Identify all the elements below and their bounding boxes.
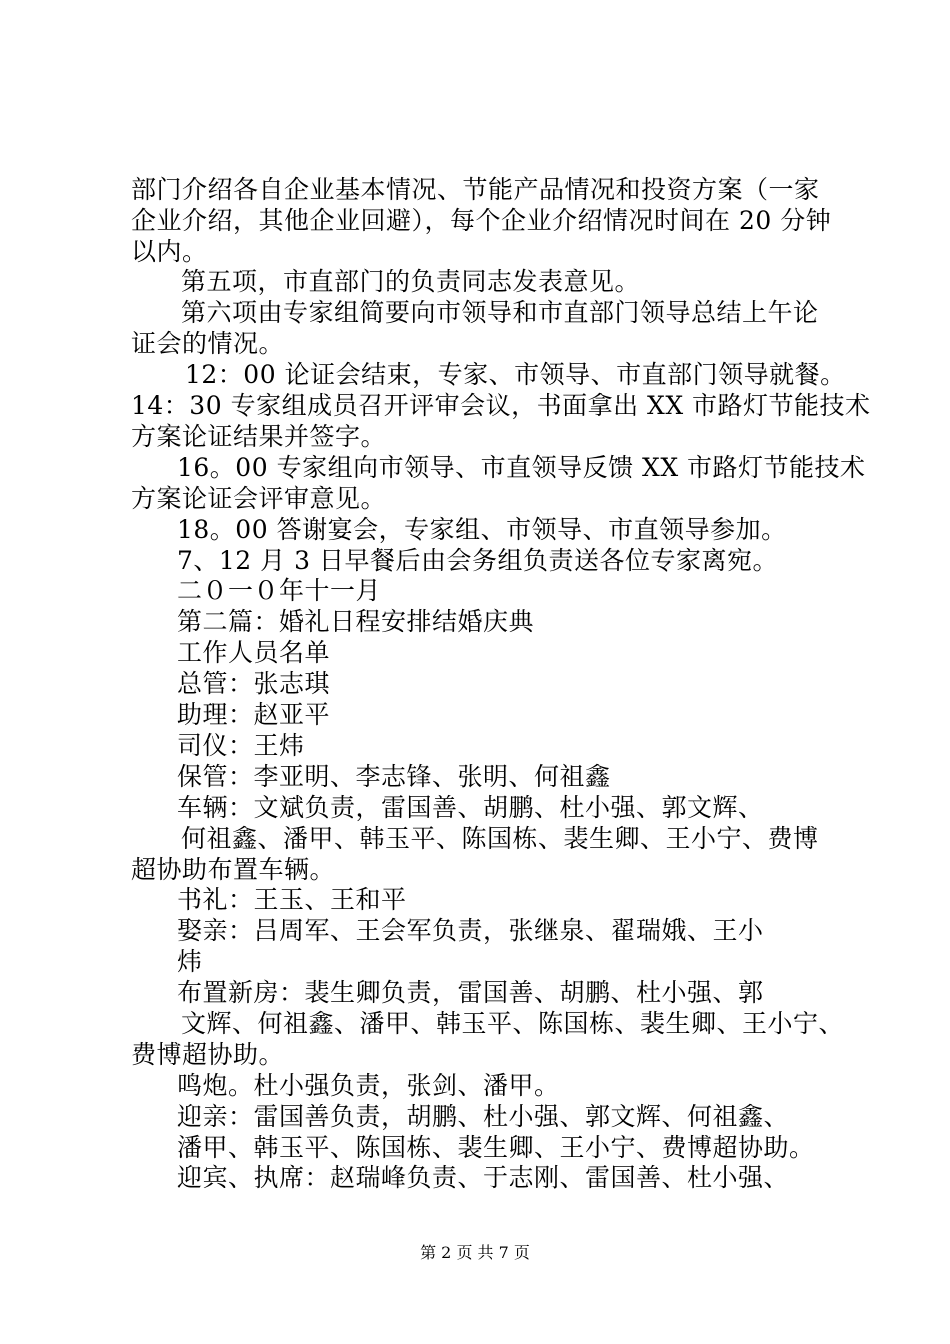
body-line: 证会的情况。 [131,329,285,358]
body-line: 二０一０年十一月 [177,576,382,605]
body-line: 12：00 论证会结束，专家、市领导、市直部门领导就餐。 [185,360,846,389]
body-line: 迎亲：雷国善负责，胡鹏、杜小强、郭文辉、何祖鑫、 [177,1102,790,1131]
body-line: 迎宾、执席：赵瑞峰负责、于志刚、雷国善、杜小强、 [177,1163,790,1192]
body-line: 方案论证结果并签字。 [131,422,387,451]
page-number-footer: 第 2 页 共 7 页 [420,1243,530,1262]
body-line: 14：30 专家组成员召开评审会议，书面拿出 XX 市路灯节能技术 [131,391,871,420]
body-line: 保管：李亚明、李志锋、张明、何祖鑫 [177,762,611,791]
body-line: 费博超协助。 [131,1040,285,1069]
body-line: 总管：张志琪 [177,669,331,698]
body-line: 炜 [177,947,203,976]
body-line: 16。00 专家组向市领导、市直领导反馈 XX 市路灯节能技术 [177,453,866,482]
body-line: 第五项，市直部门的负责同志发表意见。 [181,267,641,296]
body-line: 7、12 月 3 日早餐后由会务组负责送各位专家离宛。 [177,546,778,575]
body-line: 鸣炮。杜小强负责，张剑、潘甲。 [177,1071,560,1100]
body-line: 工作人员名单 [177,638,331,667]
body-line: 第六项由专家组简要向市领导和市直部门领导总结上午论 [181,298,819,327]
body-line: 书礼：王玉、王和平 [177,885,407,914]
body-line: 车辆：文斌负责，雷国善、胡鹏、杜小强、郭文辉、 [177,793,764,822]
body-line: 超协助布置车辆。 [131,855,336,884]
body-line: 助理：赵亚平 [177,700,331,729]
body-line: 企业介绍，其他企业回避），每个企业介绍情况时间在 20 分钟 [131,206,832,235]
body-line: 方案论证会评审意见。 [131,484,387,513]
body-line: 何祖鑫、潘甲、韩玉平、陈国栋、裴生卿、王小宁、费博 [181,824,819,853]
section-heading: 第二篇：婚礼日程安排结婚庆典 [177,607,535,636]
body-line: 18。00 答谢宴会，专家组、市领导、市直领导参加。 [177,515,787,544]
body-line: 潘甲、韩玉平、陈国栋、裴生卿、王小宁、费博超协助。 [177,1133,815,1162]
body-line: 娶亲：吕周军、王会军负责，张继泉、翟瑞娥、王小 [177,916,764,945]
body-line: 部门介绍各自企业基本情况、节能产品情况和投资方案（一家 [131,175,820,204]
body-line: 司仪：王炜 [177,731,305,760]
body-line: 以内。 [131,237,208,266]
body-line: 布置新房：裴生卿负责，雷国善、胡鹏、杜小强、郭 [177,978,764,1007]
body-line: 文辉、何祖鑫、潘甲、韩玉平、陈国栋、裴生卿、王小宁、 [181,1009,845,1038]
